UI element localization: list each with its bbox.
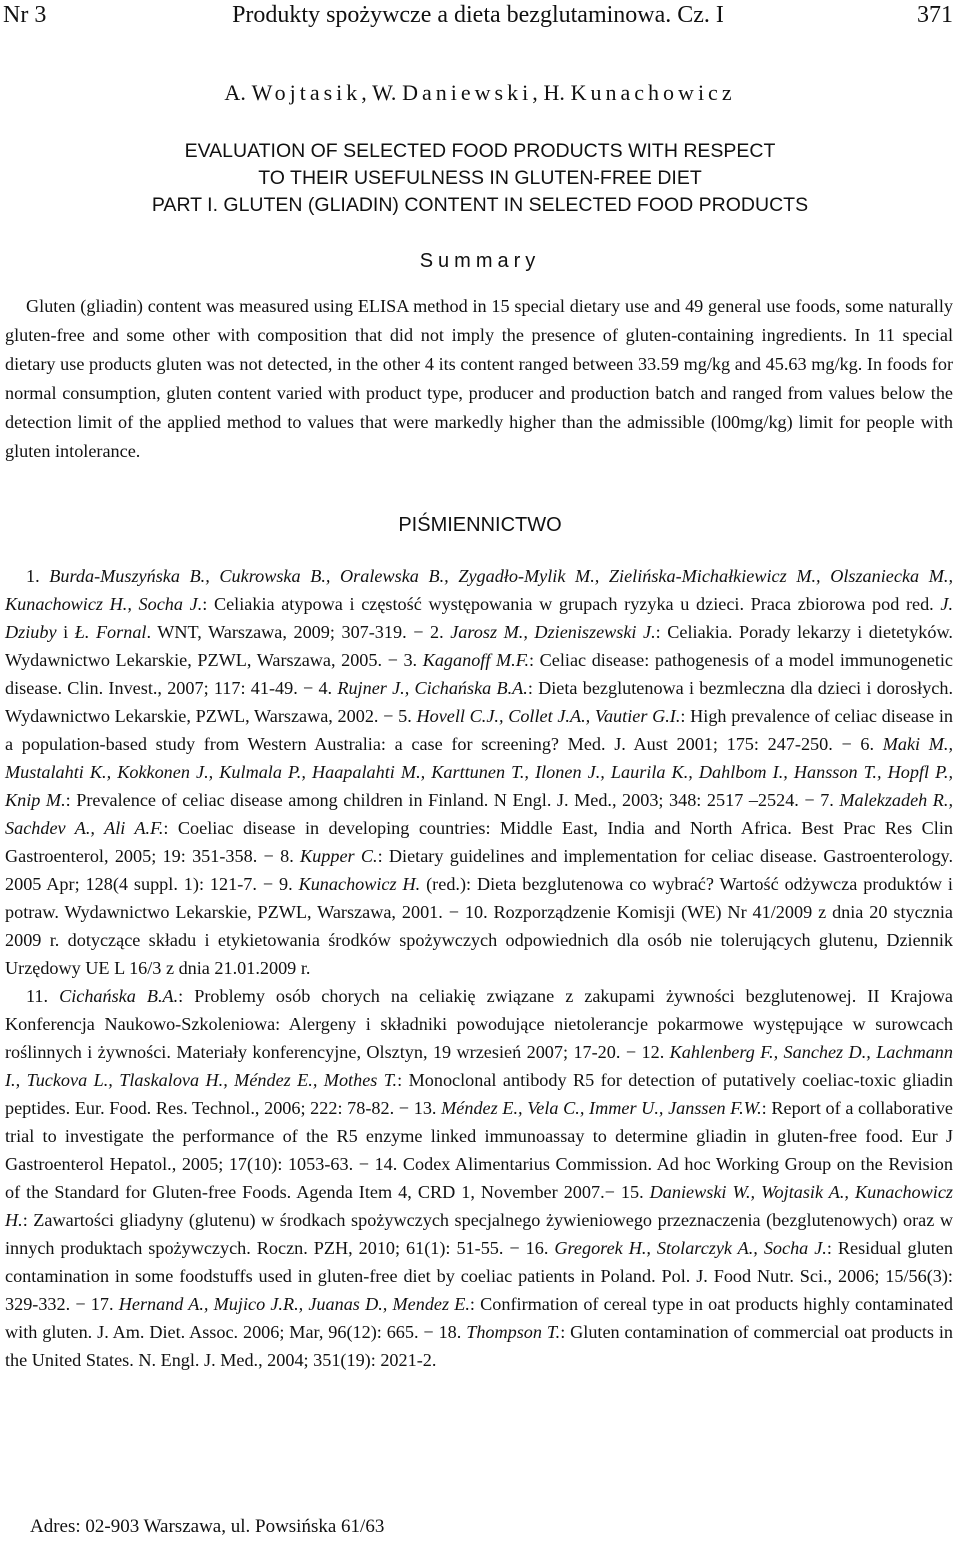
reference-authors: Maki M., Mustalahti K., Kokkonen J., Kulmala P., Haapalahti M., Karttunen T., Ilonen J., Laurila K., Dahlbom I., Hansson T., Hopfl P., Knip M. [5,734,953,810]
reference-text: : Celiakia. Porady lekarzy i dietetyków. Wydawnictwo Lekarskie, PZWL, Warszawa, 2005. − 3. [5,622,953,670]
reference-text: : Prevalence of celiac disease among children in Finland. N Engl. J. Med., 2003; 348: 2517 –2524. − 7. [65,790,840,810]
reference-authors: Kupper C. [300,846,378,866]
reference-text: : Coeliac disease in developing countries: Middle East, India and North Africa. Best Prac Res Clin Gastroenterol, 2005; 19: 351-358. − 8. [5,818,953,866]
reference-authors: Burda-Muszyńska B., Cukrowska B., Oralewska B., Zygadło-Mylik M., Zielińska-Michałkiewicz M., Olszaniecka M., Kunachowicz H., Socha J. [5,566,953,614]
reference-authors: Malekzadeh R., Sachdev A., Ali A.F. [5,790,954,838]
reference-text: 11. [26,986,60,1006]
running-title: Produkty spożywcze a dieta bezglutaminowa. Cz. I [232,2,724,28]
reference-authors: Hovell C.J., Collet J.A., Vautier G.I. [416,706,681,726]
author-line: A. Wojtasik, W. Daniewski, H. Kunachowicz [224,80,736,105]
reference-text: : Residual gluten contamination in some foodstuffs used in gluten-free diet by coeliac patients in Poland. Pol. J. Food Nutr. Sci., 2006; 15/56(3): 329-332. − 17. [5,1238,953,1314]
reference-list [5,562,953,1374]
reference-text: 1. [26,566,50,586]
running-header [3,2,953,38]
reference-authors: Méndez E., Vela C., Immer U., Janssen F.W. [441,1098,762,1118]
reference-text: : Problemy osób chorych na celiakię związane z zakupami żywności bezglutenowej. II Krajowa Konferencja Naukowo-Szkoleniowa: Alergeny i składniki powodujące nietolerancje pokarmowe występujące w surowcach roślinnych i żywności. Materiały konferencyjne, Olsztyn, 19 wrzesień 2007; 17-20. − 12. [5,986,953,1062]
reference-text: (red.): Dieta bezglutenowa co wybrać? Wartość odżywcza produktów i potraw. Wydawnictwo Lekarskie, PZWL, Warszawa, 2001. − 10. Rozporządzenie Komisji (WE) Nr 41/2009 z dnia 20 stycznia 2009 r. dotyczące składu i etykietowania środków spożywczych odpowiednich dla osób nie tolerujących glutenu, Dziennik Urzędowy UE L 16/3 z dnia 21.01.2009 r. [5,874,953,978]
reference-authors: Gregorek H., Stolarczyk A., Socha J. [554,1238,827,1258]
reference-text: : Report of a collaborative trial to investigate the performance of the R5 enzyme linked immunoassay to determine gliadin in gluten-free food. Eur J Gastroenterol Hepatol., 2005; 17(10): 1053-63. − 14. Codex Alimentarius Commission. Ad hoc Working Group on the Revision of the Standard for Gluten-free Foods. Agenda Item 4, CRD 1, November 2007.− 15. [5,1098,953,1202]
reference-authors: Cichańska B.A. [59,986,179,1006]
page-number: 371 [917,2,953,28]
reference-authors: Ł. Fornal [74,622,147,642]
author-2: W. Daniewski [372,80,533,105]
reference-authors: Thompson T. [466,1322,561,1342]
reference-text: : Celiakia atypowa i częstość występowania w grupach ryzyka u dzieci. Praca zbiorowa pod red. [202,594,941,614]
reference-authors: Kunachowicz H. [298,874,421,894]
references-paragraph-2 [5,982,953,1374]
title-line-2: TO THEIR USEFULNESS IN GLUTEN-FREE DIET [258,167,702,189]
summary-heading: Summary [419,250,541,272]
reference-text: . WNT, Warszawa, 2009; 307-319. − 2. [146,622,451,642]
issue-number: Nr 3 [3,2,47,28]
bibliography-heading: PIŚMIENNICTWO [398,514,562,536]
references-paragraph-1 [5,562,953,982]
title-line-3: PART I. GLUTEN (GLIADIN) CONTENT IN SELECTED FOOD PRODUCTS [151,194,809,216]
reference-text: : Celiac disease: pathogenesis of a model immunogenetic disease. Clin. Invest., 2007; 117: 41-49. − 4. [5,650,953,698]
reference-authors: Jarosz M., Dzieniszewski J. [450,622,656,642]
reference-authors: Hernand A., Mujico J.R., Juanas D., Mendez E. [118,1294,470,1314]
reference-authors: Kaganoff M.F. [422,650,530,670]
reference-authors: J. Dziuby [5,594,953,642]
summary-text: Gluten (gliadin) content was measured using ELISA method in 15 special dietary use and 49 general use foods, some naturally gluten-free and some other with composition that did not imply the presence of gluten-containing ingredients. In 11 special dietary use products gluten was not detected, in the other 4 its content ranged between 33.59 mg/kg and 45.63 mg/kg. In foods for normal consumption, gluten content varied with product type, producer and production batch and ranged from values below the detection limit of the applied method to values that were markedly higher than the admissible (l00mg/kg) limit for people with gluten intolerance. [5,296,953,461]
article-title [0,138,960,219]
author-1: A. Wojtasik [224,80,362,105]
reference-text: : Gluten contamination of commercial oat products in the United States. N. Engl. J. Med., 2004; 351(19): 2021-2. [5,1322,954,1370]
reference-authors: Daniewski W., Wojtasik A., Kunachowicz H. [5,1182,953,1230]
reference-text: i [56,622,75,642]
title-line-1: EVALUATION OF SELECTED FOOD PRODUCTS WITH RESPECT [184,140,776,162]
reference-text: : Zawartości gliadyny (glutenu) w środkach spożywczych specjalnego żywieniowego przeznaczenia (bezglutenowych) oraz w innych produktach spożywczych. Roczn. PZH, 2010; 61(1): 51-55. − 16. [5,1210,953,1258]
reference-text: : Monoclonal antibody R5 for detection of putatively coeliac-toxic gliadin peptides. Eur. Food. Res. Technol., 2006; 222: 78-82. − 13. [5,1070,953,1118]
author-3: H. Kunachowicz [543,80,736,105]
reference-text: : Dieta bezglutenowa i bezmleczna dla dzieci i dorosłych. Wydawnictwo Lekarskie, PZWL, Warszawa, 2002. − 5. [5,678,954,726]
reference-text: : Confirmation of cereal type in oat products highly contaminated with gluten. J. Am. Diet. Assoc. 2006; Mar, 96(12): 665. − 18. [5,1294,953,1342]
reference-authors: Rujner J., Cichańska B.A. [337,678,528,698]
address: Adres: 02-903 Warszawa, ul. Powsińska 61/63 [30,1516,385,1537]
reference-authors: Kahlenberg F., Sanchez D., Lachmann I., Tuckova L., Tlaskalova H., Méndez E., Mothes T. [5,1042,953,1090]
reference-text: : High prevalence of celiac disease in a population-based study from Western Australia: a case for screening? Med. J. Aust 2001; 175: 247-250. − 6. [5,706,953,754]
reference-text: : Dietary guidelines and implementation for celiac disease. Gastroenterology. 2005 Apr; 128(4 suppl. 1): 121-7. − 9. [5,846,953,894]
